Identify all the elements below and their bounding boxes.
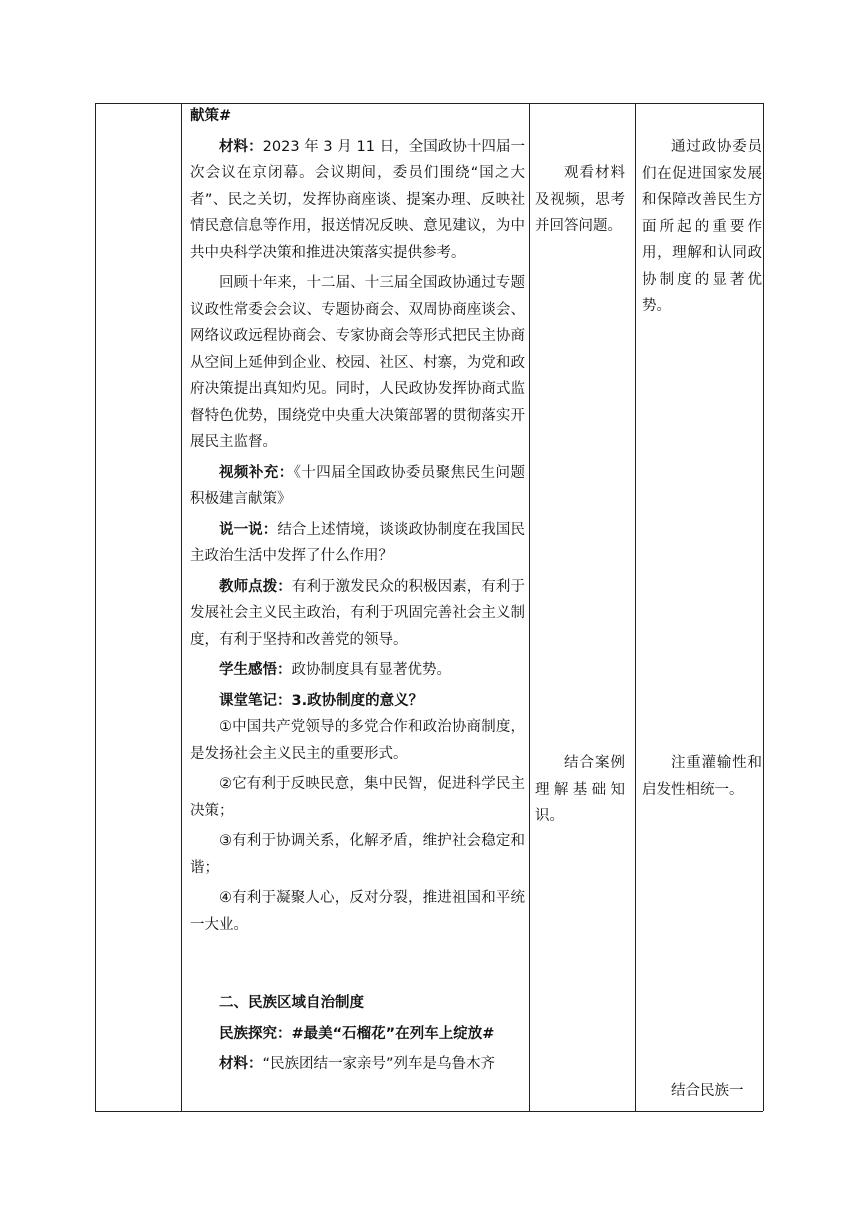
material-2: 材料：“民族团结一家亲号”列车是乌鲁木齐	[219, 1056, 496, 1072]
design-intent-b	[642, 750, 762, 803]
student-activity-text-b: 结合案例理解基础知识。	[535, 755, 625, 824]
class-notes: 课堂笔记：3.政协制度的意义？	[219, 692, 424, 709]
design-intent-a	[642, 134, 762, 320]
ethnic-explore: 民族探究：#最美“石榴花”在列车上绽放#	[219, 1025, 495, 1042]
note-point-1: ①中国共产党领导的多党合作和政治协商制度，是发扬社会主义民主的重要形式。	[190, 719, 525, 762]
note-point-4: ④有利于凝聚人心，反对分裂，推进祖国和平统一大业。	[190, 890, 525, 933]
table-col-border-2	[181, 103, 182, 1111]
design-intent-text-c: 结合民族一	[671, 1083, 744, 1099]
student-activity-a	[535, 160, 625, 240]
material-1: 材料：2023 年 3 月 11 日，全国政协十四届一次会议在京闭幕。会议期间，委员们围绕“国之大者”、民之关切，发挥协商座谈、提案办理、反映社情民意信息等作用，报送情况反映、意见建议，为中共中央科学决策和推进决策落实提供参考。	[190, 138, 525, 261]
note-point-3: ③有利于协调关系，化解矛盾，维护社会稳定和谐；	[190, 833, 525, 876]
student-activity-b	[535, 750, 625, 830]
design-intent-c	[642, 1078, 762, 1105]
section-2-title: 二、民族区域自治制度	[219, 995, 364, 1011]
design-intent-text-b: 注重灌输性和启发性相统一。	[642, 755, 762, 798]
talk-question: 说一说：结合上述情境，谈谈政协制度在我国民主政治生活中发挥了什么作用？	[190, 521, 526, 564]
table-bottom-border	[95, 1111, 763, 1112]
note-point-2: ②它有利于反映民意，集中民智，促进科学民主决策；	[190, 776, 525, 819]
teaching-content-cell	[190, 103, 525, 1078]
design-intent-text-a: 通过政协委员们在促进国家发展和保障改善民生方面所起的重要作用，理解和认同政协制度的显著优势。	[642, 139, 762, 314]
table-col-border-5	[763, 103, 764, 1111]
student-activity-text-a: 观看材料及视频，思考并回答问题。	[535, 165, 625, 234]
section-head: 献策#	[190, 108, 232, 124]
teacher-guidance: 教师点拨：有利于激发民众的积极因素，有利于发展社会主义民主政治，有利于巩固完善社会主义制度，有利于坚持和改善党的领导。	[190, 578, 525, 648]
blank-spacer	[190, 938, 525, 990]
table-col-border-4	[635, 103, 636, 1111]
video-supplement: 视频补充：《十四届全国政协委员聚焦民生问题积极建言献策》	[190, 464, 525, 507]
review-paragraph: 回顾十年来，十二届、十三届全国政协通过专题议政性常委会会议、专题协商会、双周协商座谈会、网络议政远程协商会、专家协商会等形式把民主协商从空间上延伸到企业、校园、社区、村寨，为党和政府决策提出真知灼见。同时，人民政协发挥协商式监督特色优势，围绕党中央重大决策部署的贯彻落实开展民主监督。	[190, 275, 525, 450]
table-col-border-3	[529, 103, 530, 1111]
student-reflection: 学生感悟：政协制度具有显著优势。	[219, 662, 451, 678]
table-col-border-1	[95, 103, 96, 1111]
